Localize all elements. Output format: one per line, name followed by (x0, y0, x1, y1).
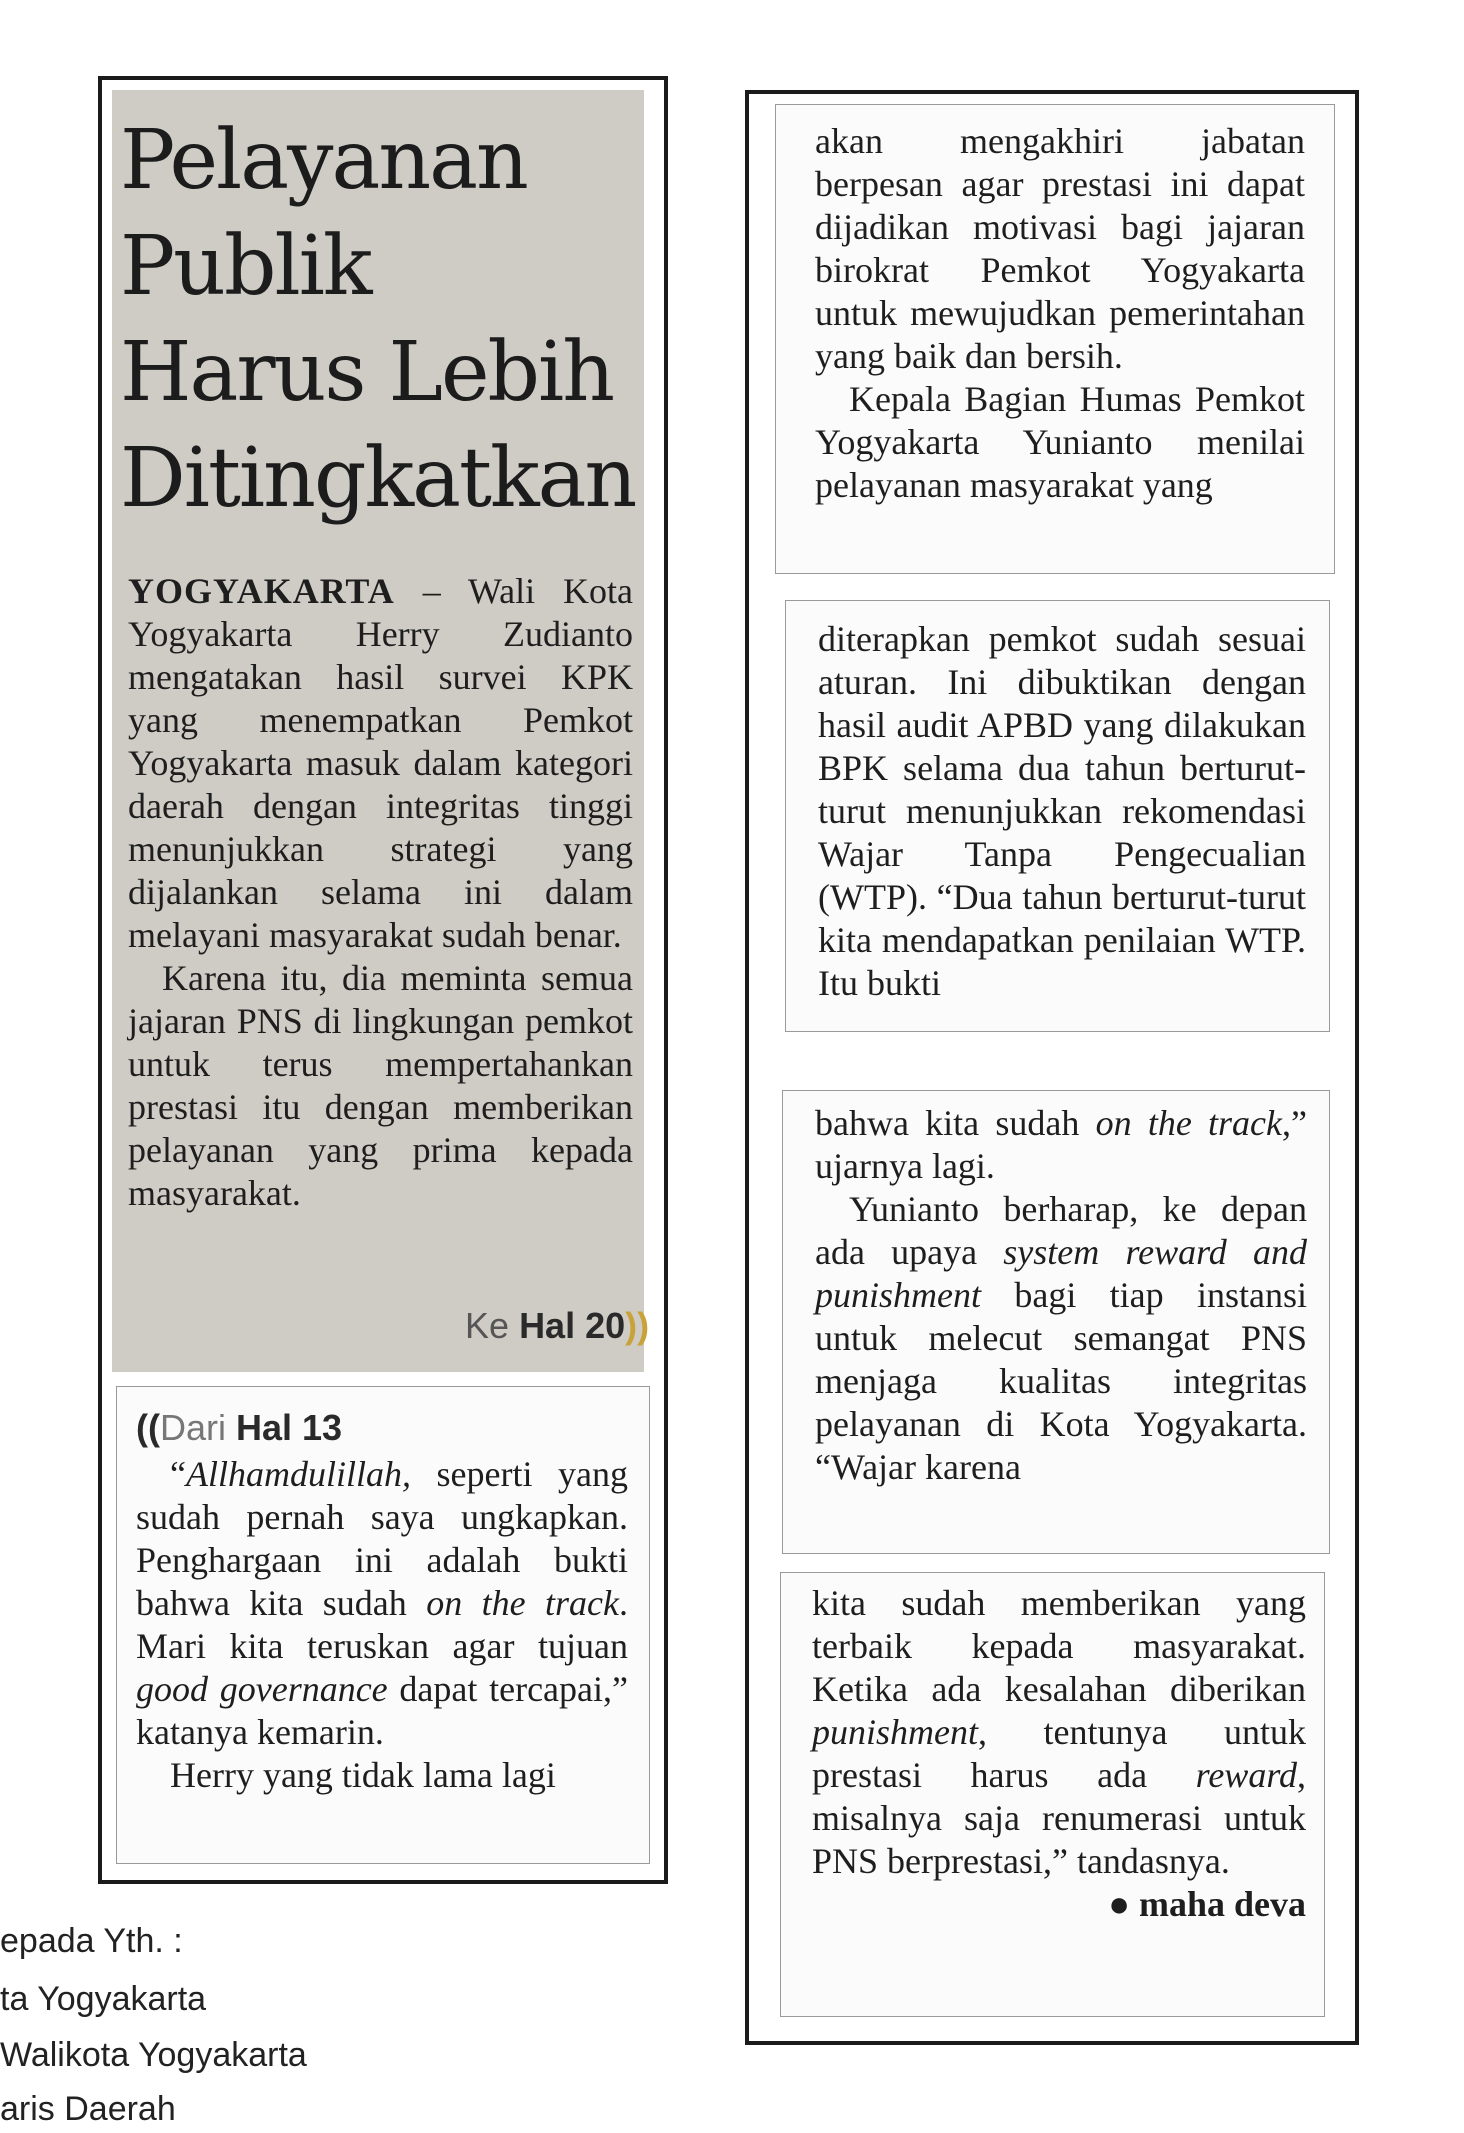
paragraph-2b-1: diterapkan pemkot sudah sesuai aturan. Ini dibuktikan dengan hasil audit APBD yang dilakukan BPK selama dua tahun berturut-turut menunjukkan rekomendasi Wajar Tanpa Pengecualian (WTP). “Dua tahun berturut-turut kita mendapatkan penilaian WTP. Itu bukti (818, 619, 1306, 1003)
quote-italic-3: good governance (136, 1669, 388, 1709)
headline-line-1: Pelayanan (120, 113, 527, 208)
paragraph-2d-1 (812, 1582, 1306, 1883)
continued-hal: Hal 20 (519, 1305, 626, 1346)
text-2d-1i: punishment (812, 1712, 978, 1752)
quote-text-2: . Mari kita teruskan agar tujuan (136, 1583, 628, 1666)
quote-text-1: seperti yang sudah pernah saya ungkapkan. Penghargaan ini adalah bukti bahwa kita sudah (136, 1454, 628, 1623)
headline-line-4: Ditingkatkan (120, 431, 636, 526)
address-line-4: aris Daerah (0, 2090, 176, 2128)
quote-italic-1: Allhamdulillah, (185, 1454, 411, 1494)
from-page-marker (136, 1406, 628, 1449)
text-2d-1b: , tentunya untuk prestasi harus ada (812, 1712, 1306, 1795)
text-2c-2a: Yunianto berharap, ke depan ada upaya (815, 1189, 1307, 1272)
paragraph-2a-1: akan mengakhiri jabatan berpesan agar prestasi ini dapat dijadikan motivasi bagi jajaran birokrat Pemkot Yogyakarta untuk mewujudkan pemerintahan yang baik dan bersih. (815, 121, 1305, 376)
from-dari: Dari (159, 1407, 226, 1448)
continued-marker (465, 1305, 649, 1347)
address-line-1: epada Yth. : (0, 1922, 183, 1960)
text-2d-1c: , misalnya saja renumerasi untuk PNS berprestasi,” tandasnya. (812, 1755, 1306, 1881)
column-1-body (128, 570, 633, 1215)
paragraph-herry: Herry yang tidak lama lagi (170, 1755, 556, 1795)
column-1b-body (136, 1406, 628, 1797)
paragraph-2: Karena itu, dia meminta semua jajaran PNS di lingkungan pemkot untuk terus mempertahankan prestasi itu dengan memberikan pelayanan yang prima kepada masyarakat. (128, 958, 633, 1213)
address-line-2: ta Yogyakarta (0, 1980, 207, 2018)
text-2d-1a: kita sudah memberikan yang terbaik kepada masyarakat. Ketika ada kesalahan diberikan (812, 1583, 1306, 1709)
continued-ke: Ke (465, 1305, 510, 1346)
article-headline (120, 108, 640, 532)
paragraph-2c-1 (815, 1102, 1307, 1188)
column-2a-body (815, 120, 1305, 507)
quote-paragraph (136, 1453, 628, 1754)
column-2d-body (812, 1582, 1306, 1926)
text-2c-1b: ,” ujarnya lagi. (815, 1103, 1307, 1186)
text-2c-1i: on the track (1095, 1103, 1283, 1143)
dateline: YOGYAKARTA (128, 571, 395, 611)
text-2c-2i: system reward and punishment (815, 1232, 1307, 1315)
paragraph-lead (128, 570, 633, 957)
quote-open: “ (170, 1454, 186, 1494)
quote-text-3: dapat tercapai,” katanya kemarin. (136, 1669, 628, 1752)
continued-chevron-icon: )) (625, 1305, 650, 1346)
text-2c-2b: bagi tiap instansi untuk melecut semangat PNS menjaga kualitas integritas pelayanan di Kota Yogyakarta. “Wajar karena (815, 1275, 1307, 1487)
paragraph-2c-2 (815, 1188, 1307, 1489)
headline-line-2: Publik (120, 219, 371, 314)
quote-italic-2: on the track (426, 1583, 619, 1623)
headline-line-3: Harus Lebih (120, 325, 614, 420)
paragraph-2a-2: Kepala Bagian Humas Pemkot Yogyakarta Yunianto menilai pelayanan masyarakat yang (815, 379, 1305, 505)
from-chevron-icon: (( (136, 1407, 160, 1448)
column-2c-body (815, 1102, 1307, 1489)
text-2c-1a: bahwa kita sudah (815, 1103, 1096, 1143)
author-byline: ● maha deva (1108, 1884, 1306, 1924)
address-line-3: Walikota Yogyakarta (0, 2036, 307, 2074)
column-2b-body (818, 618, 1306, 1005)
text-2d-1i2: reward (1195, 1755, 1297, 1795)
from-hal: Hal 13 (236, 1407, 343, 1448)
lead-text: – Wali Kota Yogyakarta Herry Zudianto mengatakan hasil survei KPK yang menempatkan Pemkot Yogyakarta masuk dalam kategori daerah dengan integritas tinggi menunjukkan strategi yang dijalankan selama ini dalam melayani masyarakat sudah benar. (128, 571, 633, 955)
